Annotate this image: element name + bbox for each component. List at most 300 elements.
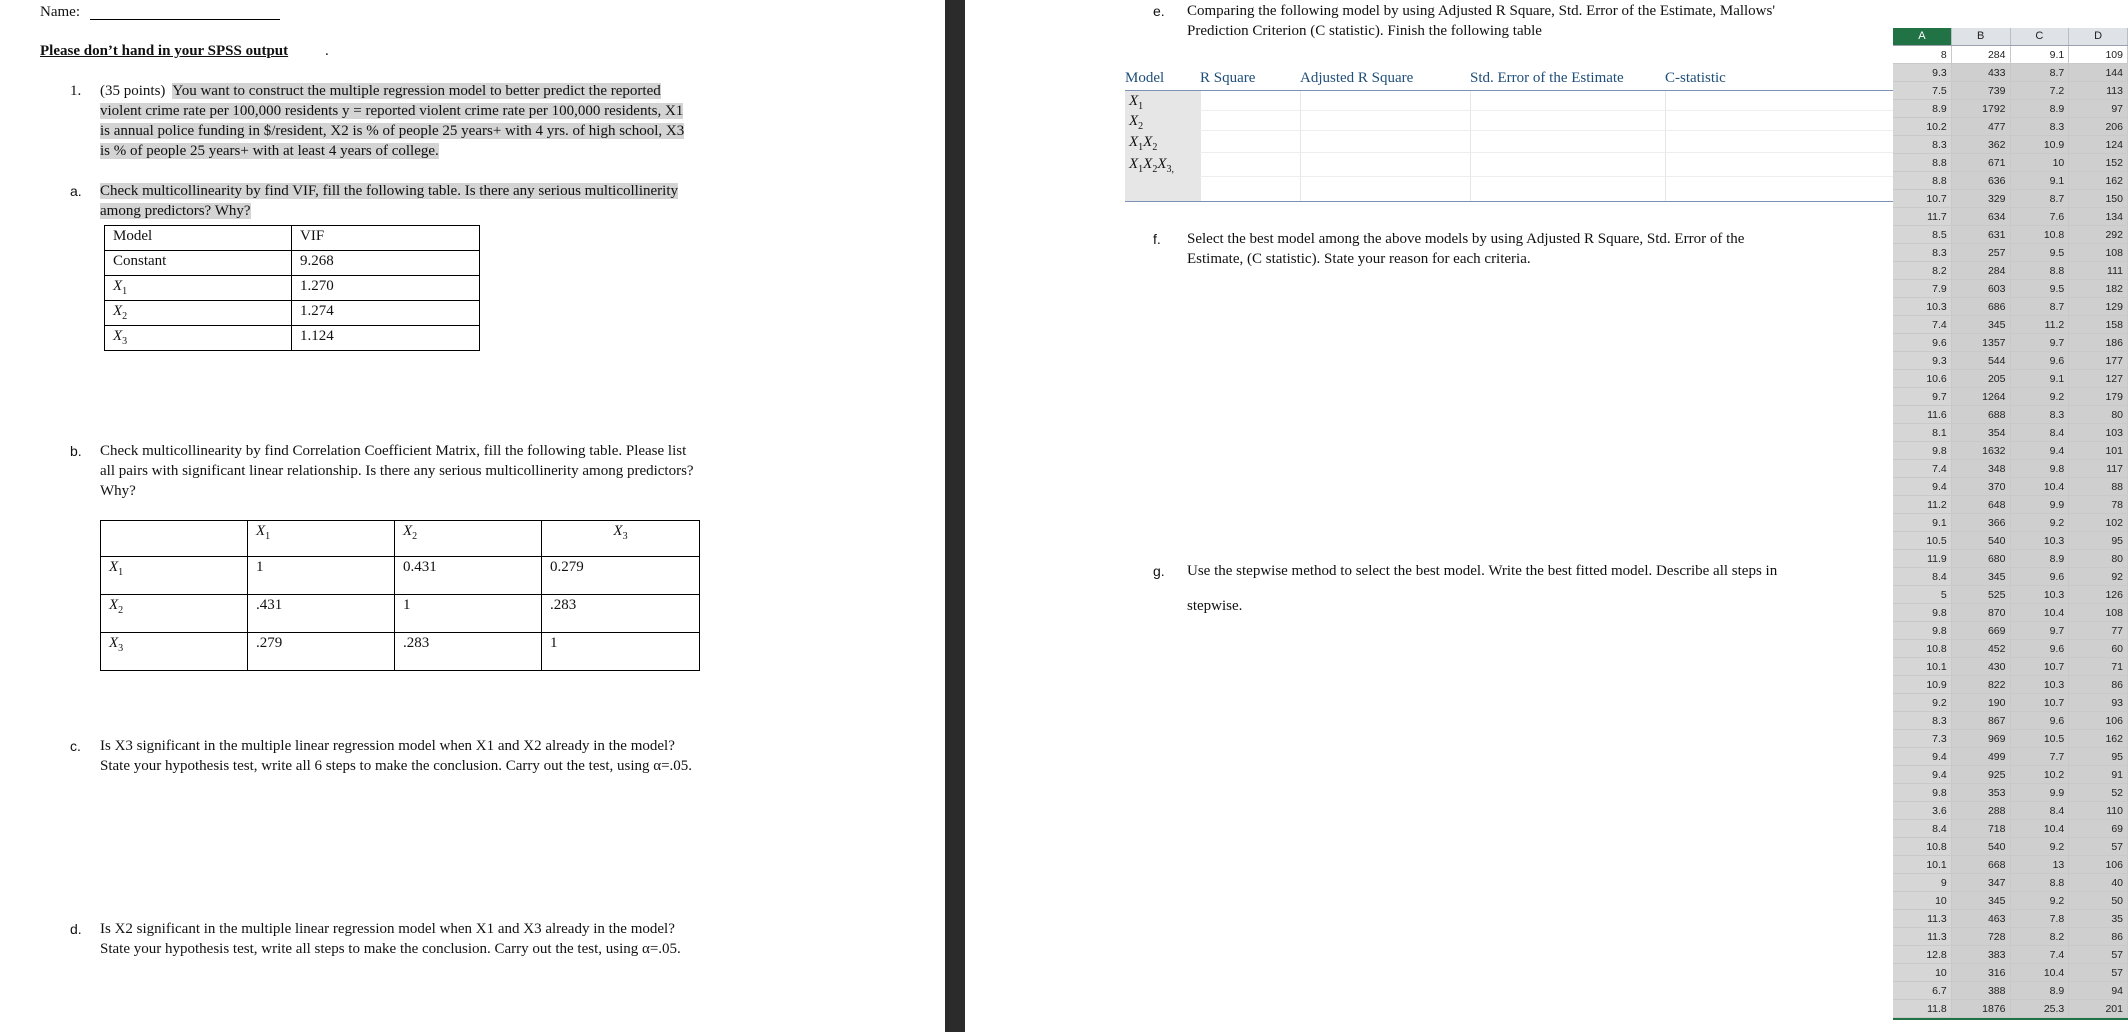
sheet-cell[interactable]: 9.4 (1893, 766, 1952, 784)
sheet-cell[interactable]: 10.2 (1893, 118, 1952, 136)
sheet-cell[interactable]: 11.7 (1893, 208, 1952, 226)
sheet-cell[interactable]: 86 (2069, 928, 2128, 946)
sheet-selection-edge (1893, 1018, 2128, 1020)
sheet-cell[interactable]: 8.4 (2011, 424, 2070, 442)
sheet-cell[interactable]: 10.3 (2011, 532, 2070, 550)
sheet-cell[interactable]: 8.7 (2011, 190, 2070, 208)
sheet-cell[interactable]: 9.1 (2011, 172, 2070, 190)
sheet-row (1893, 586, 2128, 604)
sheet-cell[interactable]: 8.2 (2011, 928, 2070, 946)
sheet-cell[interactable]: 525 (1952, 586, 2011, 604)
vif-header-model: Model (105, 226, 292, 251)
vif-row-value: 1.270 (292, 276, 480, 301)
sheet-cell[interactable]: 686 (1952, 298, 2011, 316)
sheet-cell[interactable]: 8.1 (1893, 424, 1952, 442)
sheet-cell[interactable]: 93 (2069, 694, 2128, 712)
sheet-cell[interactable]: 108 (2069, 244, 2128, 262)
sheet-cell[interactable]: 9.3 (1893, 64, 1952, 82)
qf-letter: f. (1153, 231, 1161, 247)
sheet-cell[interactable]: 25.3 (2011, 1000, 2070, 1018)
sheet-cell[interactable]: 370 (1952, 478, 2011, 496)
sheet-row (1893, 388, 2128, 406)
sheet-cell[interactable]: 11.9 (1893, 550, 1952, 568)
sheet-cell[interactable]: 71 (2069, 658, 2128, 676)
sheet-cell[interactable]: 162 (2069, 172, 2128, 190)
sheet-cell[interactable]: 8.3 (1893, 136, 1952, 154)
sheet-cell[interactable]: 347 (1952, 874, 2011, 892)
sheet-cell[interactable]: 80 (2069, 550, 2128, 568)
sheet-row (1893, 802, 2128, 820)
data-spreadsheet[interactable] (1893, 28, 2128, 1020)
cmp-header-adj-rsquare: Adjusted R Square (1300, 70, 1414, 86)
sheet-cell[interactable]: 108 (2069, 604, 2128, 622)
sheet-row (1893, 208, 2128, 226)
sheet-cell[interactable]: 91 (2069, 766, 2128, 784)
sheet-row (1893, 190, 2128, 208)
sheet-cell[interactable]: 348 (1952, 460, 2011, 478)
sheet-cell[interactable]: 669 (1952, 622, 2011, 640)
sheet-cell[interactable]: 9.4 (2011, 442, 2070, 460)
sheet-cell[interactable]: 8.9 (2011, 550, 2070, 568)
sheet-cell[interactable]: 9.4 (1893, 478, 1952, 496)
sheet-row (1893, 352, 2128, 370)
sheet-cell[interactable]: 1632 (1952, 442, 2011, 460)
sheet-row (1893, 262, 2128, 280)
q1-line-1: You want to construct the multiple regression model to better predict the reported (172, 83, 661, 99)
vif-row-value: 9.268 (292, 251, 480, 276)
sheet-cell[interactable]: 11.3 (1893, 928, 1952, 946)
cmp-model-x1x2: $X_1X_2$ (1129, 134, 1158, 153)
cmp-model-x2: $X_2$ (1129, 113, 1144, 132)
sheet-cell[interactable]: 9.9 (2011, 496, 2070, 514)
sheet-cell[interactable]: 9.2 (2011, 838, 2070, 856)
sheet-cell[interactable]: 969 (1952, 730, 2011, 748)
sheet-cell[interactable]: 186 (2069, 334, 2128, 352)
q1-line-4: is % of people 25 years+ with at least 4 years of college. (100, 143, 439, 159)
sheet-cell[interactable]: 10.7 (2011, 658, 2070, 676)
sheet-cell[interactable]: 10.7 (2011, 694, 2070, 712)
sheet-cell[interactable]: 10.8 (2011, 226, 2070, 244)
sheet-cell[interactable]: 10.6 (1893, 370, 1952, 388)
sheet-cell[interactable]: 92 (2069, 568, 2128, 586)
sheet-cell[interactable]: 9.8 (2011, 460, 2070, 478)
corr-corner-cell (101, 521, 248, 557)
sheet-cell[interactable]: 345 (1952, 568, 2011, 586)
sheet-cell[interactable]: 40 (2069, 874, 2128, 892)
sheet-cell[interactable]: 499 (1952, 748, 2011, 766)
sheet-cell[interactable]: 9.1 (2011, 370, 2070, 388)
sheet-row (1893, 964, 2128, 982)
column-header-c[interactable]: C (2011, 28, 2070, 45)
sheet-cell[interactable]: 9.6 (2011, 640, 2070, 658)
sheet-cell[interactable]: 124 (2069, 136, 2128, 154)
sheet-row (1893, 478, 2128, 496)
vif-row-value: 1.124 (292, 326, 480, 351)
qe-text: Comparing the following model by using Adjusted R Square, Std. Error of the Estimate, Mallows' Prediction Criterion (C statistic). Finish the following table (1187, 3, 1776, 39)
sheet-cell[interactable]: 870 (1952, 604, 2011, 622)
vif-row-label: Constant (105, 251, 292, 276)
sheet-cell[interactable]: 9.2 (2011, 892, 2070, 910)
column-header-a[interactable]: A (1893, 28, 1952, 45)
sheet-cell[interactable]: 11.2 (1893, 496, 1952, 514)
sheet-cell[interactable]: 113 (2069, 82, 2128, 100)
sheet-cell[interactable]: 822 (1952, 676, 2011, 694)
sheet-cell[interactable]: 60 (2069, 640, 2128, 658)
sheet-cell[interactable]: 206 (2069, 118, 2128, 136)
sheet-cell[interactable]: 101 (2069, 442, 2128, 460)
sheet-cell[interactable]: 11.2 (2011, 316, 2070, 334)
qd-text: Is X2 significant in the multiple linear regression model when X1 and X3 already in the model? State your hypothesis test, write all steps to make the conclusion. Carry out the test, using α=.05. (100, 921, 681, 957)
sheet-cell[interactable]: 7.6 (2011, 208, 2070, 226)
sheet-cell[interactable]: 688 (1952, 406, 2011, 424)
sheet-cell[interactable]: 8.9 (2011, 100, 2070, 118)
q1-intro: (35 points) You want to construct the multiple regression model to better predict the reported violent crime rate per 100,000 residents y = reported violent crime rate per 100,000 residents, X1 is annual police funding in $/resident, X2 is % of people 25 years+ with 4 yrs. of high school, X3 is % of people 25 years+ with at least 4 years of college. (100, 83, 685, 159)
sheet-row (1893, 316, 2128, 334)
sheet-cell[interactable]: 10.9 (2011, 136, 2070, 154)
sheet-row (1893, 154, 2128, 172)
sheet-cell[interactable]: 345 (1952, 316, 2011, 334)
sheet-cell[interactable]: 540 (1952, 838, 2011, 856)
sheet-cell[interactable]: 8.9 (2011, 982, 2070, 1000)
sheet-cell[interactable]: 8.3 (2011, 406, 2070, 424)
sheet-cell[interactable]: 95 (2069, 532, 2128, 550)
sheet-cell[interactable]: 8 (1893, 46, 1952, 64)
q1-number: 1. (70, 83, 82, 99)
sheet-cell[interactable]: 52 (2069, 784, 2128, 802)
sheet-cell[interactable]: 102 (2069, 514, 2128, 532)
qd-letter: d. (70, 921, 82, 937)
sheet-cell[interactable]: 7.9 (1893, 280, 1952, 298)
sheet-cell[interactable]: 9.5 (2011, 280, 2070, 298)
sheet-cell[interactable]: 109 (2069, 46, 2128, 64)
sheet-cell[interactable]: 80 (2069, 406, 2128, 424)
sheet-cell[interactable]: 10.7 (1893, 190, 1952, 208)
sheet-cell[interactable]: 10.5 (1893, 532, 1952, 550)
name-blank-line (90, 19, 280, 20)
sheet-cell[interactable]: 10.5 (2011, 730, 2070, 748)
sheet-cell[interactable]: 9.6 (1893, 334, 1952, 352)
sheet-cell[interactable]: 127 (2069, 370, 2128, 388)
sheet-cell[interactable]: 10.3 (2011, 676, 2070, 694)
sheet-cell[interactable]: 544 (1952, 352, 2011, 370)
sheet-cell[interactable]: 345 (1952, 892, 2011, 910)
sheet-cell[interactable]: 8.4 (2011, 802, 2070, 820)
sheet-cell[interactable]: 925 (1952, 766, 2011, 784)
sheet-cell[interactable]: 190 (1952, 694, 2011, 712)
sheet-row (1893, 532, 2128, 550)
corr-row-header: $X_2$ (101, 595, 248, 633)
sheet-cell[interactable]: 10.1 (1893, 658, 1952, 676)
sheet-cell[interactable]: 8.9 (1893, 100, 1952, 118)
sheet-cell[interactable]: 9.5 (2011, 244, 2070, 262)
sheet-row (1893, 370, 2128, 388)
sheet-cell[interactable]: 636 (1952, 172, 2011, 190)
sheet-cell[interactable]: 9.7 (1893, 388, 1952, 406)
cmp-model-x1: $X_1$ (1129, 93, 1144, 112)
sheet-row (1893, 910, 2128, 928)
qa-text: Check multicollinearity by find VIF, fill the following table. Is there any serious multicollinerity among predictors? Why? (100, 183, 678, 219)
sheet-row (1893, 118, 2128, 136)
sheet-cell[interactable]: 9 (1893, 874, 1952, 892)
sheet-cell[interactable]: 9.8 (1893, 604, 1952, 622)
sheet-cell[interactable]: 111 (2069, 262, 2128, 280)
sheet-cell[interactable]: 117 (2069, 460, 2128, 478)
correlation-table (100, 520, 700, 671)
sheet-cell[interactable]: 603 (1952, 280, 2011, 298)
sheet-cell[interactable]: 69 (2069, 820, 2128, 838)
sheet-row (1893, 82, 2128, 100)
corr-cell: .283 (395, 633, 542, 671)
sheet-cell[interactable]: 648 (1952, 496, 2011, 514)
sheet-cell[interactable]: 7.3 (1893, 730, 1952, 748)
sheet-cell[interactable]: 3.6 (1893, 802, 1952, 820)
sheet-row (1893, 406, 2128, 424)
sheet-cell[interactable]: 540 (1952, 532, 2011, 550)
sheet-cell[interactable]: 8.8 (1893, 172, 1952, 190)
sheet-cell[interactable]: 10.2 (2011, 766, 2070, 784)
sheet-row (1893, 226, 2128, 244)
sheet-cell[interactable]: 362 (1952, 136, 2011, 154)
sheet-cell[interactable]: 106 (2069, 712, 2128, 730)
sheet-cell[interactable]: 7.8 (2011, 910, 2070, 928)
sheet-cell[interactable]: 631 (1952, 226, 2011, 244)
sheet-row (1893, 496, 2128, 514)
column-header-b[interactable]: B (1952, 28, 2011, 45)
sheet-cell[interactable]: 366 (1952, 514, 2011, 532)
corr-col-header: $X_3$ (542, 521, 700, 557)
sheet-cell[interactable]: 10.9 (1893, 676, 1952, 694)
vif-row-value: 1.274 (292, 301, 480, 326)
sheet-cell[interactable]: 9.2 (2011, 514, 2070, 532)
cmp-model-x1x2x3: $X_1X_2X_{3,}$ (1129, 156, 1175, 175)
sheet-cell[interactable]: 13 (2011, 856, 2070, 874)
sheet-row (1893, 1000, 2128, 1018)
sheet-cell[interactable]: 134 (2069, 208, 2128, 226)
sheet-cell[interactable]: 158 (2069, 316, 2128, 334)
sheet-cell[interactable]: 9.9 (2011, 784, 2070, 802)
corr-col-header: $X_1$ (248, 521, 395, 557)
sheet-row (1893, 946, 2128, 964)
sheet-cell[interactable]: 182 (2069, 280, 2128, 298)
sheet-cell[interactable]: 10.8 (1893, 838, 1952, 856)
sheet-cell[interactable]: 8.3 (1893, 244, 1952, 262)
sheet-cell[interactable]: 680 (1952, 550, 2011, 568)
sheet-cell[interactable]: 463 (1952, 910, 2011, 928)
sheet-cell[interactable]: 388 (1952, 982, 2011, 1000)
sheet-cell[interactable]: 86 (2069, 676, 2128, 694)
sheet-row (1893, 658, 2128, 676)
sheet-cell[interactable]: 10.8 (1893, 640, 1952, 658)
cmp-header-c-statistic: C-statistic (1665, 70, 1726, 86)
sheet-cell[interactable]: 8.7 (2011, 298, 2070, 316)
sheet-cell[interactable]: 452 (1952, 640, 2011, 658)
sheet-row (1893, 514, 2128, 532)
sheet-cell[interactable]: 126 (2069, 586, 2128, 604)
sheet-row (1893, 748, 2128, 766)
sheet-cell[interactable]: 284 (1952, 46, 2011, 64)
sheet-cell[interactable]: 728 (1952, 928, 2011, 946)
sheet-cell[interactable]: 718 (1952, 820, 2011, 838)
sheet-cell[interactable]: 8.8 (1893, 154, 1952, 172)
sheet-cell[interactable]: 8.4 (1893, 820, 1952, 838)
sheet-cell[interactable]: 634 (1952, 208, 2011, 226)
sheet-cell[interactable]: 11.8 (1893, 1000, 1952, 1018)
sheet-row (1893, 784, 2128, 802)
sheet-row (1893, 568, 2128, 586)
corr-cell: 1 (395, 595, 542, 633)
sheet-cell[interactable]: 9.3 (1893, 352, 1952, 370)
sheet-cell[interactable]: 9.8 (1893, 622, 1952, 640)
sheet-cell[interactable]: 10 (1893, 964, 1952, 982)
sheet-cell[interactable]: 103 (2069, 424, 2128, 442)
sheet-cell[interactable]: 316 (1952, 964, 2011, 982)
sheet-row (1893, 46, 2128, 64)
sheet-cell[interactable]: 150 (2069, 190, 2128, 208)
sheet-cell[interactable]: 10 (1893, 892, 1952, 910)
sheet-cell[interactable]: 57 (2069, 838, 2128, 856)
sheet-cell[interactable]: 5 (1893, 586, 1952, 604)
sheet-cell[interactable]: 7.4 (1893, 316, 1952, 334)
sheet-row (1893, 604, 2128, 622)
qa-letter: a. (70, 183, 82, 199)
sheet-cell[interactable]: 1876 (1952, 1000, 2011, 1018)
sheet-cell[interactable]: 10.3 (2011, 586, 2070, 604)
q1-line-2: violent crime rate per 100,000 residents y = reported violent crime rate per 100,000 residents, X1 (100, 103, 684, 119)
sheet-cell[interactable]: 292 (2069, 226, 2128, 244)
sheet-cell[interactable]: 144 (2069, 64, 2128, 82)
sheet-cell[interactable]: 9.1 (1893, 514, 1952, 532)
sheet-cell[interactable]: 8.8 (2011, 874, 2070, 892)
sheet-row (1893, 136, 2128, 154)
sheet-cell[interactable]: 78 (2069, 496, 2128, 514)
sheet-cell[interactable]: 110 (2069, 802, 2128, 820)
sheet-row (1893, 298, 2128, 316)
sheet-cell[interactable]: 8.5 (1893, 226, 1952, 244)
cmp-header-std-error: Std. Error of the Estimate (1470, 70, 1624, 86)
sheet-cell[interactable]: 1357 (1952, 334, 2011, 352)
sheet-cell[interactable]: 95 (2069, 748, 2128, 766)
sheet-cell[interactable]: 7.4 (2011, 946, 2070, 964)
qg-letter: g. (1153, 563, 1165, 579)
sheet-cell[interactable]: 9.6 (2011, 352, 2070, 370)
column-header-d[interactable]: D (2069, 28, 2128, 45)
sheet-row (1893, 334, 2128, 352)
sheet-cell[interactable]: 668 (1952, 856, 2011, 874)
sheet-cell[interactable]: 7.7 (2011, 748, 2070, 766)
sheet-cell[interactable]: 77 (2069, 622, 2128, 640)
sheet-cell[interactable]: 179 (2069, 388, 2128, 406)
sheet-row (1893, 730, 2128, 748)
sheet-cell[interactable]: 7.4 (1893, 460, 1952, 478)
sheet-cell[interactable]: 7.5 (1893, 82, 1952, 100)
sheet-cell[interactable]: 430 (1952, 658, 2011, 676)
cmp-header-rsquare: R Square (1200, 70, 1256, 86)
sheet-row (1893, 244, 2128, 262)
vif-header-vif: VIF (292, 226, 480, 251)
sheet-row (1893, 712, 2128, 730)
sheet-cell[interactable]: 94 (2069, 982, 2128, 1000)
corr-cell: 0.431 (395, 557, 542, 595)
sheet-cell[interactable]: 8.7 (2011, 64, 2070, 82)
sheet-row (1893, 622, 2128, 640)
sheet-cell[interactable]: 288 (1952, 802, 2011, 820)
sheet-cell[interactable]: 162 (2069, 730, 2128, 748)
sheet-cell[interactable]: 129 (2069, 298, 2128, 316)
sheet-cell[interactable]: 88 (2069, 478, 2128, 496)
sheet-cell[interactable]: 8.3 (1893, 712, 1952, 730)
sheet-cell[interactable]: 10.4 (2011, 604, 2070, 622)
sheet-cell[interactable]: 9.2 (2011, 388, 2070, 406)
sheet-cell[interactable]: 8.8 (2011, 262, 2070, 280)
sheet-cell[interactable]: 9.2 (1893, 694, 1952, 712)
sheet-cell[interactable]: 10.3 (1893, 298, 1952, 316)
sheet-cell[interactable]: 9.6 (2011, 568, 2070, 586)
sheet-cell[interactable]: 329 (1952, 190, 2011, 208)
sheet-cell[interactable]: 10.4 (2011, 964, 2070, 982)
qg-text: Use the stepwise method to select the best model. Write the best fitted model. Describe all steps in stepwise. (1187, 563, 1778, 614)
qe-letter: e. (1153, 3, 1165, 19)
sheet-cell[interactable]: 6.7 (1893, 982, 1952, 1000)
sheet-cell[interactable]: 671 (1952, 154, 2011, 172)
corr-col-header: $X_2$ (395, 521, 542, 557)
sheet-cell[interactable]: 177 (2069, 352, 2128, 370)
sheet-cell[interactable]: 57 (2069, 964, 2128, 982)
sheet-cell[interactable]: 11.6 (1893, 406, 1952, 424)
sheet-cell[interactable]: 353 (1952, 784, 2011, 802)
sheet-row (1893, 874, 2128, 892)
sheet-row (1893, 424, 2128, 442)
sheet-row (1893, 892, 2128, 910)
sheet-cell[interactable]: 383 (1952, 946, 2011, 964)
sheet-cell[interactable]: 257 (1952, 244, 2011, 262)
sheet-cell[interactable]: 433 (1952, 64, 2011, 82)
sheet-cell[interactable]: 8.3 (2011, 118, 2070, 136)
sheet-cell[interactable]: 739 (1952, 82, 2011, 100)
sheet-cell[interactable]: 8.2 (1893, 262, 1952, 280)
sheet-cell[interactable]: 8.4 (1893, 568, 1952, 586)
sheet-cell[interactable]: 201 (2069, 1000, 2128, 1018)
sheet-cell[interactable]: 9.4 (1893, 748, 1952, 766)
sheet-cell[interactable]: 12.8 (1893, 946, 1952, 964)
sheet-cell[interactable]: 867 (1952, 712, 2011, 730)
sheet-cell[interactable]: 354 (1952, 424, 2011, 442)
sheet-cell[interactable]: 205 (1952, 370, 2011, 388)
sheet-cell[interactable]: 10.1 (1893, 856, 1952, 874)
sheet-cell[interactable]: 9.8 (1893, 442, 1952, 460)
qb-text: Check multicollinearity by find Correlation Coefficient Matrix, fill the following table. Please list all pairs with significant linear relationship. Is there any serious multicollinerity among predictors? Why? (100, 443, 694, 499)
sheet-cell[interactable]: 10.4 (2011, 478, 2070, 496)
sheet-cell[interactable]: 57 (2069, 946, 2128, 964)
sheet-cell[interactable]: 9.6 (2011, 712, 2070, 730)
sheet-cell[interactable]: 7.2 (2011, 82, 2070, 100)
sheet-cell[interactable]: 9.8 (1893, 784, 1952, 802)
sheet-cell[interactable]: 10 (2011, 154, 2070, 172)
sheet-cell[interactable]: 1792 (1952, 100, 2011, 118)
sheet-cell[interactable]: 152 (2069, 154, 2128, 172)
sheet-cell[interactable]: 97 (2069, 100, 2128, 118)
sheet-cell[interactable]: 11.3 (1893, 910, 1952, 928)
sheet-cell[interactable]: 477 (1952, 118, 2011, 136)
sheet-cell[interactable]: 9.7 (2011, 622, 2070, 640)
sheet-cell[interactable]: 50 (2069, 892, 2128, 910)
sheet-cell[interactable]: 106 (2069, 856, 2128, 874)
sheet-cell[interactable]: 9.1 (2011, 46, 2070, 64)
sheet-cell[interactable]: 10.4 (2011, 820, 2070, 838)
sheet-cell[interactable]: 35 (2069, 910, 2128, 928)
sheet-cell[interactable]: 1264 (1952, 388, 2011, 406)
sheet-cell[interactable]: 284 (1952, 262, 2011, 280)
sheet-cell[interactable]: 9.7 (2011, 334, 2070, 352)
